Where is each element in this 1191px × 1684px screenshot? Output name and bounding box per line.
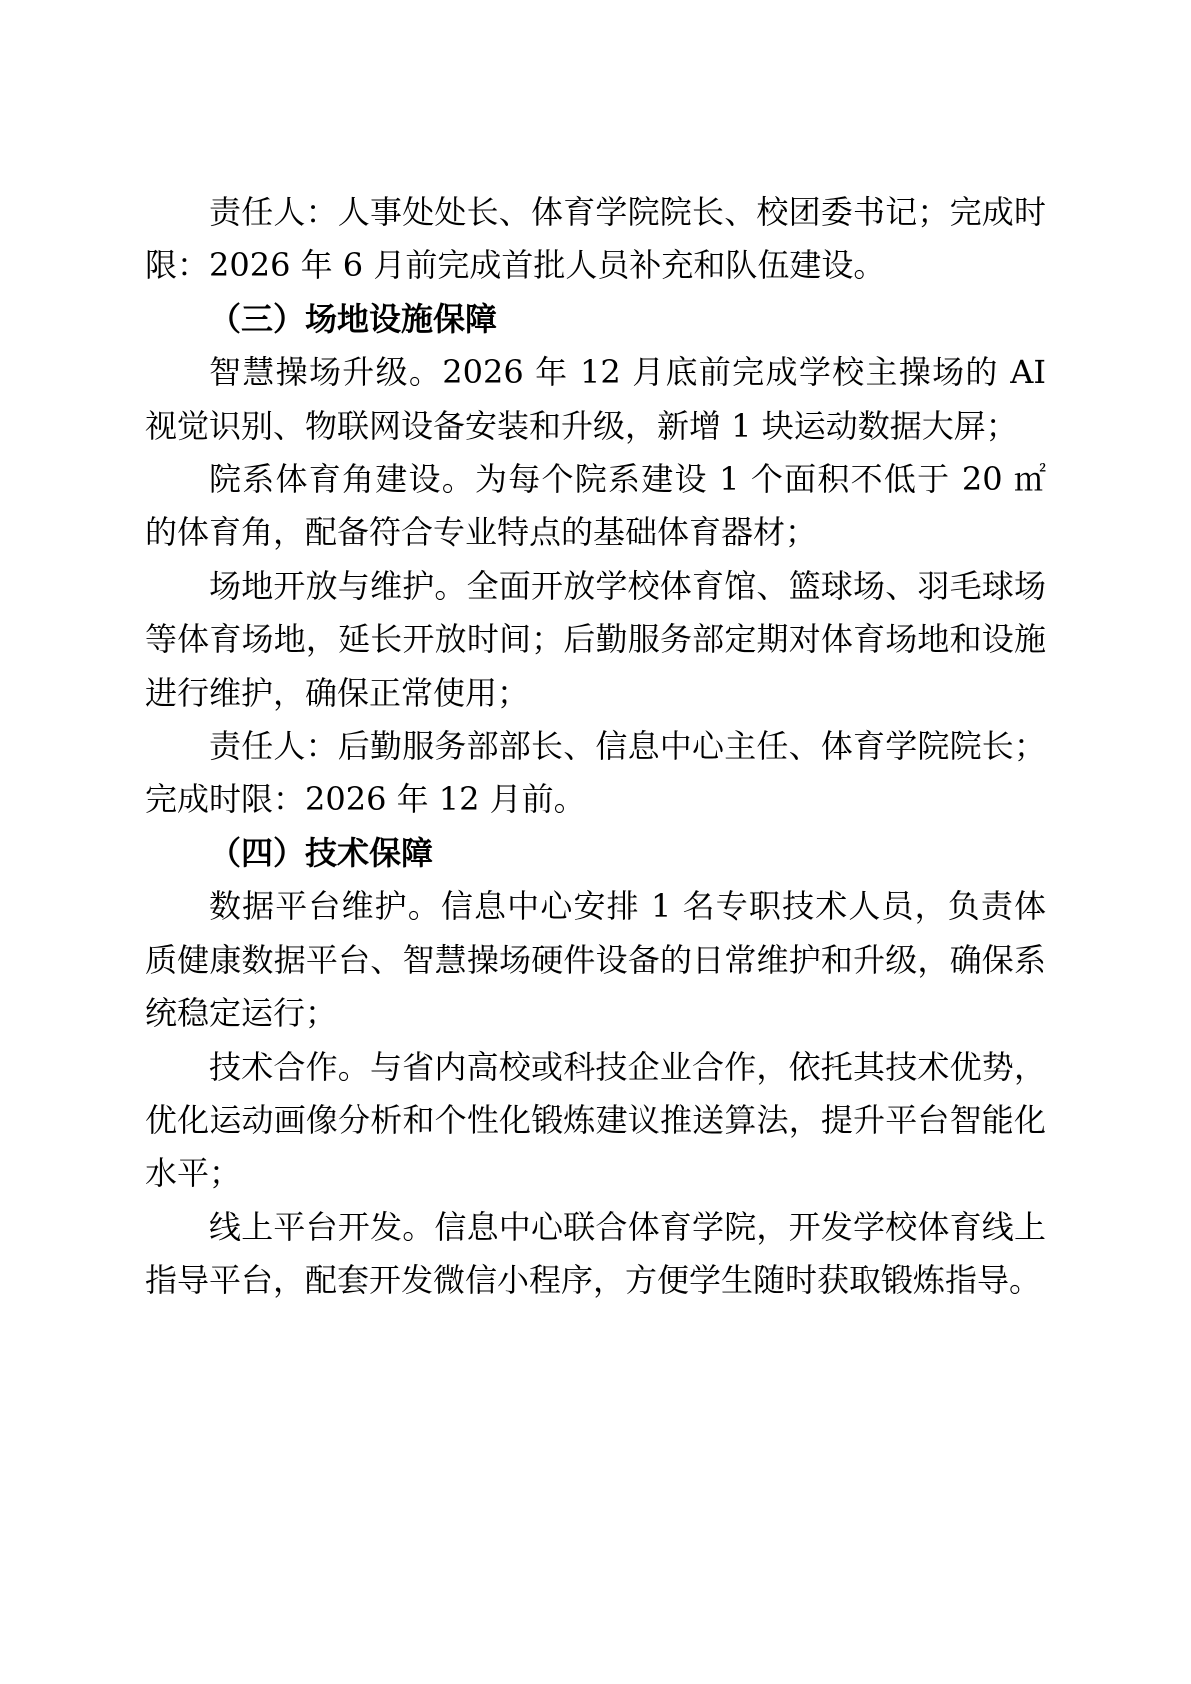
paragraph: 数据平台维护。信息中心安排 1 名专职技术人员，负责体质健康数据平台、智慧操场硬件设备的日常维护和升级，确保系统稳定运行； <box>145 887 1046 1033</box>
section-heading: （四）技术保障 <box>209 833 434 872</box>
paragraph: 责任人：后勤服务部部长、信息中心主任、体育学院院长；完成时限：2026 年 12 月前。 <box>145 727 1046 819</box>
section-heading: （三）场地设施保障 <box>209 299 498 338</box>
paragraph: 责任人：人事处处长、体育学院院长、校团委书记；完成时限：2026 年 6 月前完成首批人员补充和队伍建设。 <box>145 193 1046 285</box>
paragraph: 技术合作。与省内高校或科技企业合作，依托其技术优势，优化运动画像分析和个性化锻炼建议推送算法，提升平台智能化水平； <box>145 1047 1046 1193</box>
paragraph: 院系体育角建设。为每个院系建设 1 个面积不低于 20 ㎡的体育角，配备符合专业特点的基础体育器材； <box>145 460 1046 552</box>
paragraph: 智慧操场升级。2026 年 12 月底前完成学校主操场的 AI 视觉识别、物联网设备安装和升级，新增 1 块运动数据大屏； <box>145 353 1046 445</box>
paragraph: 场地开放与维护。全面开放学校体育馆、篮球场、羽毛球场等体育场地，延长开放时间；后勤服务部定期对体育场地和设施进行维护，确保正常使用； <box>145 566 1046 712</box>
document-body-text <box>145 186 1046 1308</box>
paragraph: 线上平台开发。信息中心联合体育学院，开发学校体育线上指导平台，配套开发微信小程序，方便学生随时获取锻炼指导。 <box>145 1207 1046 1300</box>
